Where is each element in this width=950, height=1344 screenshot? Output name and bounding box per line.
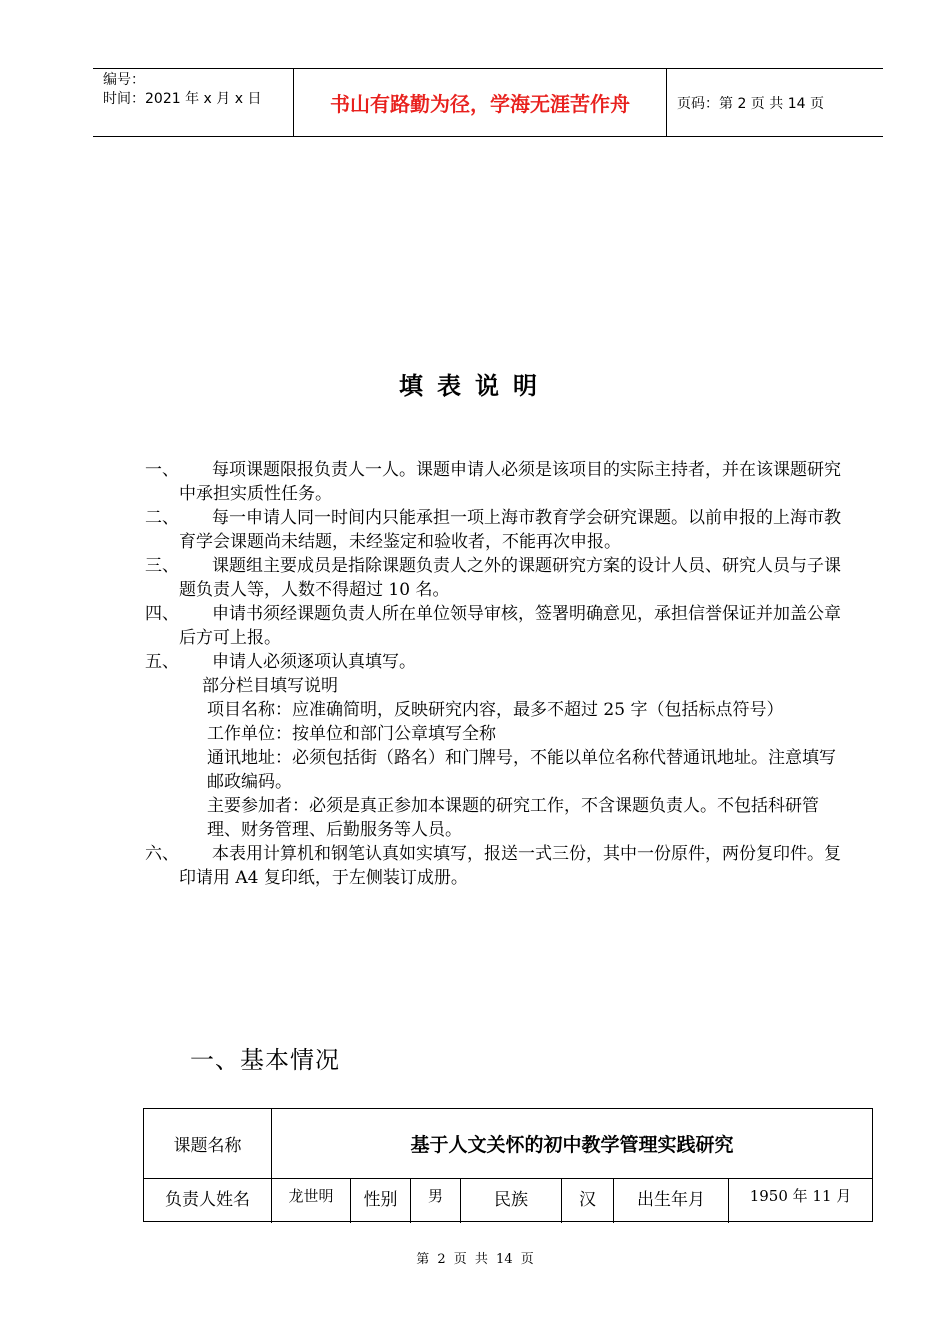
leader-label: 负责人姓名 — [144, 1179, 272, 1223]
item-text: 申请书须经课题负责人所在单位领导审核，签署明确意见，承担信誉保证并加盖公章后方可上报。 — [179, 604, 841, 648]
birth-label: 出生年月 — [614, 1179, 729, 1223]
item-text: 申请人必须逐项认真填写。 — [212, 652, 416, 672]
gender-value: 男 — [411, 1179, 461, 1223]
item-number: 四、 — [145, 604, 179, 624]
sub-item-project-name: 项目名称：应准确简明，反映研究内容，最多不超过 25 字（包括标点符号） — [207, 700, 784, 720]
header-meta — [93, 69, 294, 136]
ethnicity-value: 汉 — [562, 1179, 614, 1223]
sub-heading: 部分栏目填写说明 — [202, 676, 338, 696]
topic-label: 课题名称 — [144, 1109, 272, 1178]
gender-label: 性别 — [351, 1179, 411, 1223]
item-text: 每一申请人同一时间内只能承担一项上海市教育学会研究课题。以前申报的上海市教育学会课题尚未结题，未经鉴定和验收者，不能再次申报。 — [179, 508, 841, 552]
section-title: 一、基本情况 — [190, 1046, 340, 1074]
header-number: 编号： — [103, 72, 145, 88]
instruction-item — [145, 458, 845, 506]
page-header — [93, 68, 883, 137]
item-number: 六、 — [145, 844, 179, 864]
table-row — [144, 1109, 872, 1179]
header-time: 时间：2021 年 x 月 x 日 — [103, 91, 262, 107]
header-motto: 书山有路勤为径，学海无涯苦作舟 — [294, 69, 667, 136]
instruction-item — [145, 506, 845, 554]
instruction-item — [145, 842, 845, 890]
item-text: 每项课题限报负责人一人。课题申请人必须是该项目的实际主持者，并在该课题研究中承担实质性任务。 — [179, 460, 841, 504]
birth-value: 1950 年 11 月 — [749, 1187, 852, 1205]
leader-value: 龙世明 — [272, 1179, 351, 1223]
topic-value: 基于人文关怀的初中教学管理实践研究 — [410, 1134, 734, 1156]
page-footer: 第 2 页 共 14 页 — [416, 1252, 534, 1267]
table-row — [144, 1179, 872, 1223]
header-page-info: 页码：第 2 页 共 14 页 — [677, 95, 824, 112]
basic-info-table — [143, 1108, 873, 1222]
instruction-item — [145, 650, 845, 674]
sub-item-work-unit: 工作单位：按单位和部门公章填写全称 — [207, 724, 496, 744]
item-number: 三、 — [145, 556, 179, 576]
instruction-item — [145, 554, 845, 602]
instruction-list — [145, 458, 845, 890]
item-text: 课题组主要成员是指除课题负责人之外的课题研究方案的设计人员、研究人员与子课题负责人等，人数不得超过 10 名。 — [179, 556, 841, 600]
item-number: 五、 — [145, 652, 179, 672]
item-text: 本表用计算机和钢笔认真如实填写，报送一式三份，其中一份原件，两份复印件。复印请用 A4 复印纸，于左侧装订成册。 — [179, 844, 841, 888]
page-title: 填表说明 — [399, 372, 551, 400]
ethnicity-label: 民族 — [461, 1179, 562, 1223]
instruction-item — [145, 602, 845, 650]
item-number: 二、 — [145, 508, 179, 528]
sub-item-address: 通讯地址：必须包括街（路名）和门牌号，不能以单位名称代替通讯地址。注意填写邮政编码。 — [207, 748, 836, 792]
item-number: 一、 — [145, 460, 179, 480]
sub-item-participants: 主要参加者：必须是真正参加本课题的研究工作，不含课题负责人。不包括科研管理、财务管理、后勤服务等人员。 — [207, 796, 819, 840]
